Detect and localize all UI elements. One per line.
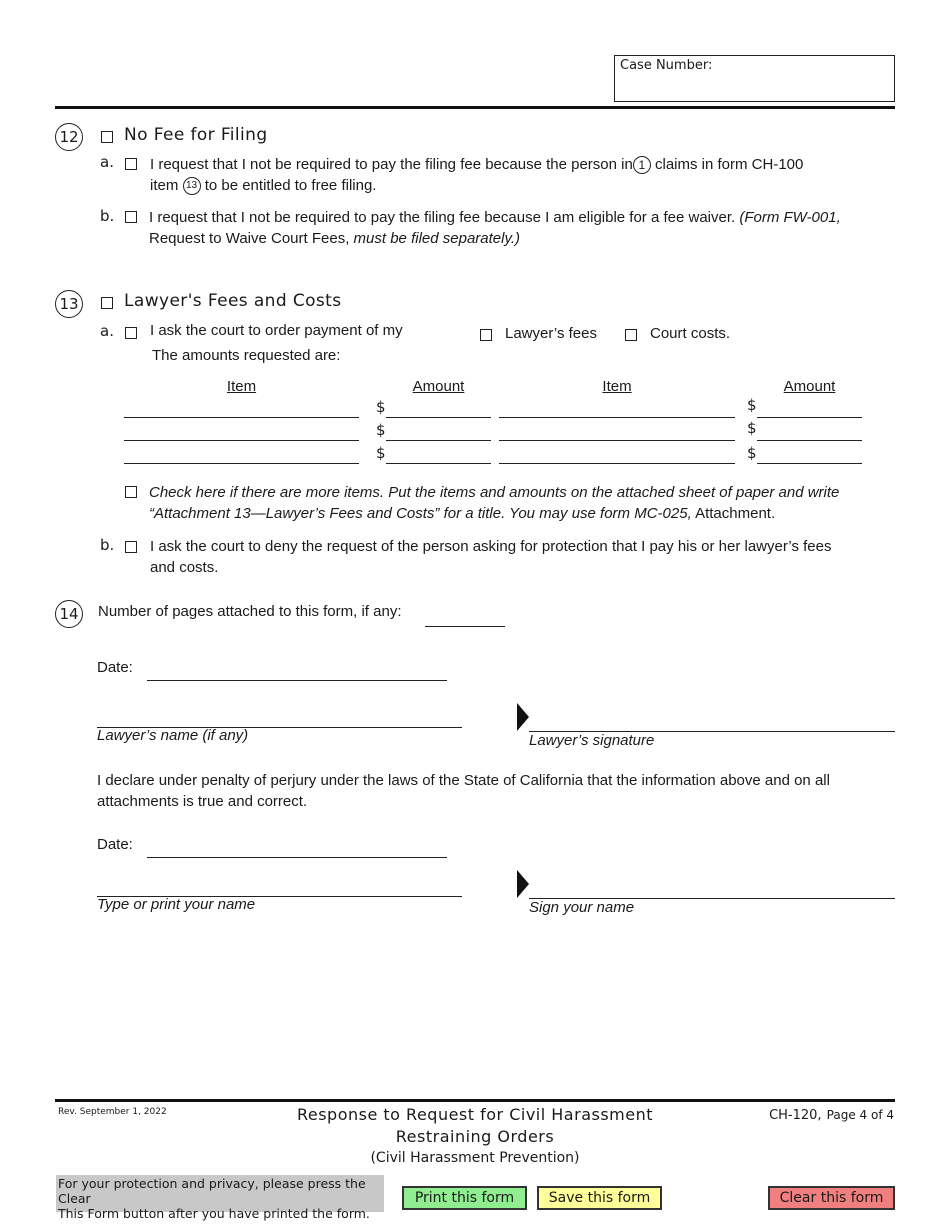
more-items-checkbox[interactable] [125, 486, 137, 498]
currency-sign: $ [747, 444, 757, 462]
lawyers-fees-label: Lawyer’s fees [505, 325, 597, 342]
header-rule [55, 106, 895, 109]
s12-b-checkbox[interactable] [125, 211, 137, 223]
currency-sign: $ [376, 421, 386, 439]
currency-sign: $ [747, 396, 757, 414]
s12-a-checkbox[interactable] [125, 158, 137, 170]
s12-b-letter: b. [100, 207, 115, 225]
lawyer-signature-label: Lawyer’s signature [529, 732, 655, 749]
section-12-checkbox[interactable] [101, 131, 113, 143]
save-form-button[interactable]: Save this form [537, 1186, 662, 1210]
amount-field-6[interactable] [757, 463, 862, 464]
privacy-notice-line1: For your protection and privacy, please press the Clear [58, 1176, 366, 1206]
amount-field-2[interactable] [386, 440, 491, 441]
lawyer-name-label: Lawyer’s name (if any) [97, 727, 249, 744]
section-13-number: 13 [55, 290, 83, 318]
amount-field-1[interactable] [386, 417, 491, 418]
currency-sign: $ [747, 419, 757, 437]
s13-a-letter: a. [100, 322, 114, 340]
section-13-title: Lawyer's Fees and Costs [124, 291, 342, 311]
section-12-number: 12 [55, 123, 83, 151]
form-id-block [769, 1104, 894, 1123]
ref-1-circle: 1 [633, 156, 651, 174]
s12-b-text1: I request that I not be required to pay the filing fee because I am eligible for a fee waiver. [149, 209, 736, 226]
col-item-1-header: Item [226, 378, 257, 395]
s12-a-text1: I request that I not be required to pay the filing fee because the person in [150, 156, 633, 173]
s12-b-text2: (Form FW-001, [739, 209, 841, 226]
s13-a-text: I ask the court to order payment of my [150, 322, 403, 339]
clear-form-button[interactable]: Clear this form [768, 1186, 895, 1210]
s12-b-text [149, 207, 889, 249]
item-field-1[interactable] [124, 417, 359, 418]
s13-b-checkbox[interactable] [125, 541, 137, 553]
more-items-text2: “Attachment 13—Lawyer’s Fees and Costs” for a title. You may use form MC-025, [149, 505, 692, 522]
form-subtitle: (Civil Harassment Prevention) [370, 1150, 580, 1166]
col-amount-2-header: Amount [783, 378, 836, 395]
more-items-text1: Check here if there are more items. Put the items and amounts on the attached sheet of paper and write [149, 484, 840, 501]
item-field-3[interactable] [124, 463, 359, 464]
more-items-text [149, 482, 889, 524]
revision-date: Rev. September 1, 2022 [58, 1107, 167, 1117]
section-13-checkbox[interactable] [101, 297, 113, 309]
footer-rule [55, 1099, 895, 1102]
print-name-label: Type or print your name [97, 896, 256, 913]
item-field-2[interactable] [124, 440, 359, 441]
signature-arrow-icon [517, 870, 529, 898]
court-costs-checkbox[interactable] [625, 329, 637, 341]
date-field-2[interactable] [147, 857, 447, 858]
s12-b-text4: must be filed separately.) [353, 230, 521, 247]
signature-arrow-icon [517, 703, 529, 731]
case-number-box[interactable] [614, 55, 895, 102]
form-title-line2: Restraining Orders [395, 1127, 555, 1146]
section-12-title: No Fee for Filing [124, 125, 268, 145]
pages-attached-field[interactable] [425, 626, 505, 627]
amounts-intro: The amounts requested are: [152, 347, 341, 364]
date-field-1[interactable] [147, 680, 447, 681]
declaration-text [97, 770, 887, 812]
form-title-line1: Response to Request for Civil Harassment [296, 1105, 654, 1124]
s12-a-text4: to be entitled to free filing. [204, 177, 377, 194]
item-field-5[interactable] [499, 440, 735, 441]
form-id: CH-120, [769, 1108, 822, 1123]
print-form-button[interactable]: Print this form [402, 1186, 527, 1210]
declaration-text2: attachments is true and correct. [97, 793, 308, 810]
item-field-4[interactable] [499, 417, 735, 418]
privacy-notice-line2: This Form button after you have printed the form. [58, 1206, 370, 1221]
amount-field-4[interactable] [757, 417, 862, 418]
amount-field-5[interactable] [757, 440, 862, 441]
s12-a-text [150, 154, 870, 196]
more-items-text3: Attachment. [695, 505, 776, 522]
s13-b-text1: I ask the court to deny the request of the person asking for protection that I pay his or her lawyer’s fees [150, 538, 832, 555]
privacy-notice [56, 1175, 384, 1221]
page-number: Page 4 of 4 [826, 1108, 894, 1122]
sign-name-label: Sign your name [529, 899, 635, 916]
s12-b-text3: Request to Waive Court Fees, [149, 230, 350, 247]
col-amount-1-header: Amount [412, 378, 465, 395]
pages-attached-label: Number of pages attached to this form, if any: [98, 603, 402, 620]
s13-b-text [150, 536, 880, 578]
s12-a-letter: a. [100, 153, 114, 171]
case-number-label: Case Number: [620, 58, 713, 73]
item-field-6[interactable] [499, 463, 735, 464]
ref-13-circle: 13 [183, 177, 201, 195]
section-14-number: 14 [55, 600, 83, 628]
s13-a-checkbox[interactable] [125, 327, 137, 339]
s12-a-text2: claims in form CH-100 [655, 156, 804, 173]
court-costs-label: Court costs. [650, 325, 731, 342]
col-item-2-header: Item [602, 378, 632, 395]
declaration-text1: I declare under penalty of perjury under the laws of the State of California that the information above and on all [97, 772, 830, 789]
amount-field-3[interactable] [386, 463, 491, 464]
s13-b-letter: b. [100, 536, 115, 554]
form-title [250, 1104, 700, 1168]
currency-sign: $ [376, 444, 386, 462]
s12-a-text3: item [150, 177, 179, 194]
date-label-1: Date: [97, 659, 133, 676]
lawyers-fees-checkbox[interactable] [480, 329, 492, 341]
s13-b-text2: and costs. [150, 559, 219, 576]
date-label-2: Date: [97, 836, 133, 853]
currency-sign: $ [376, 398, 386, 416]
